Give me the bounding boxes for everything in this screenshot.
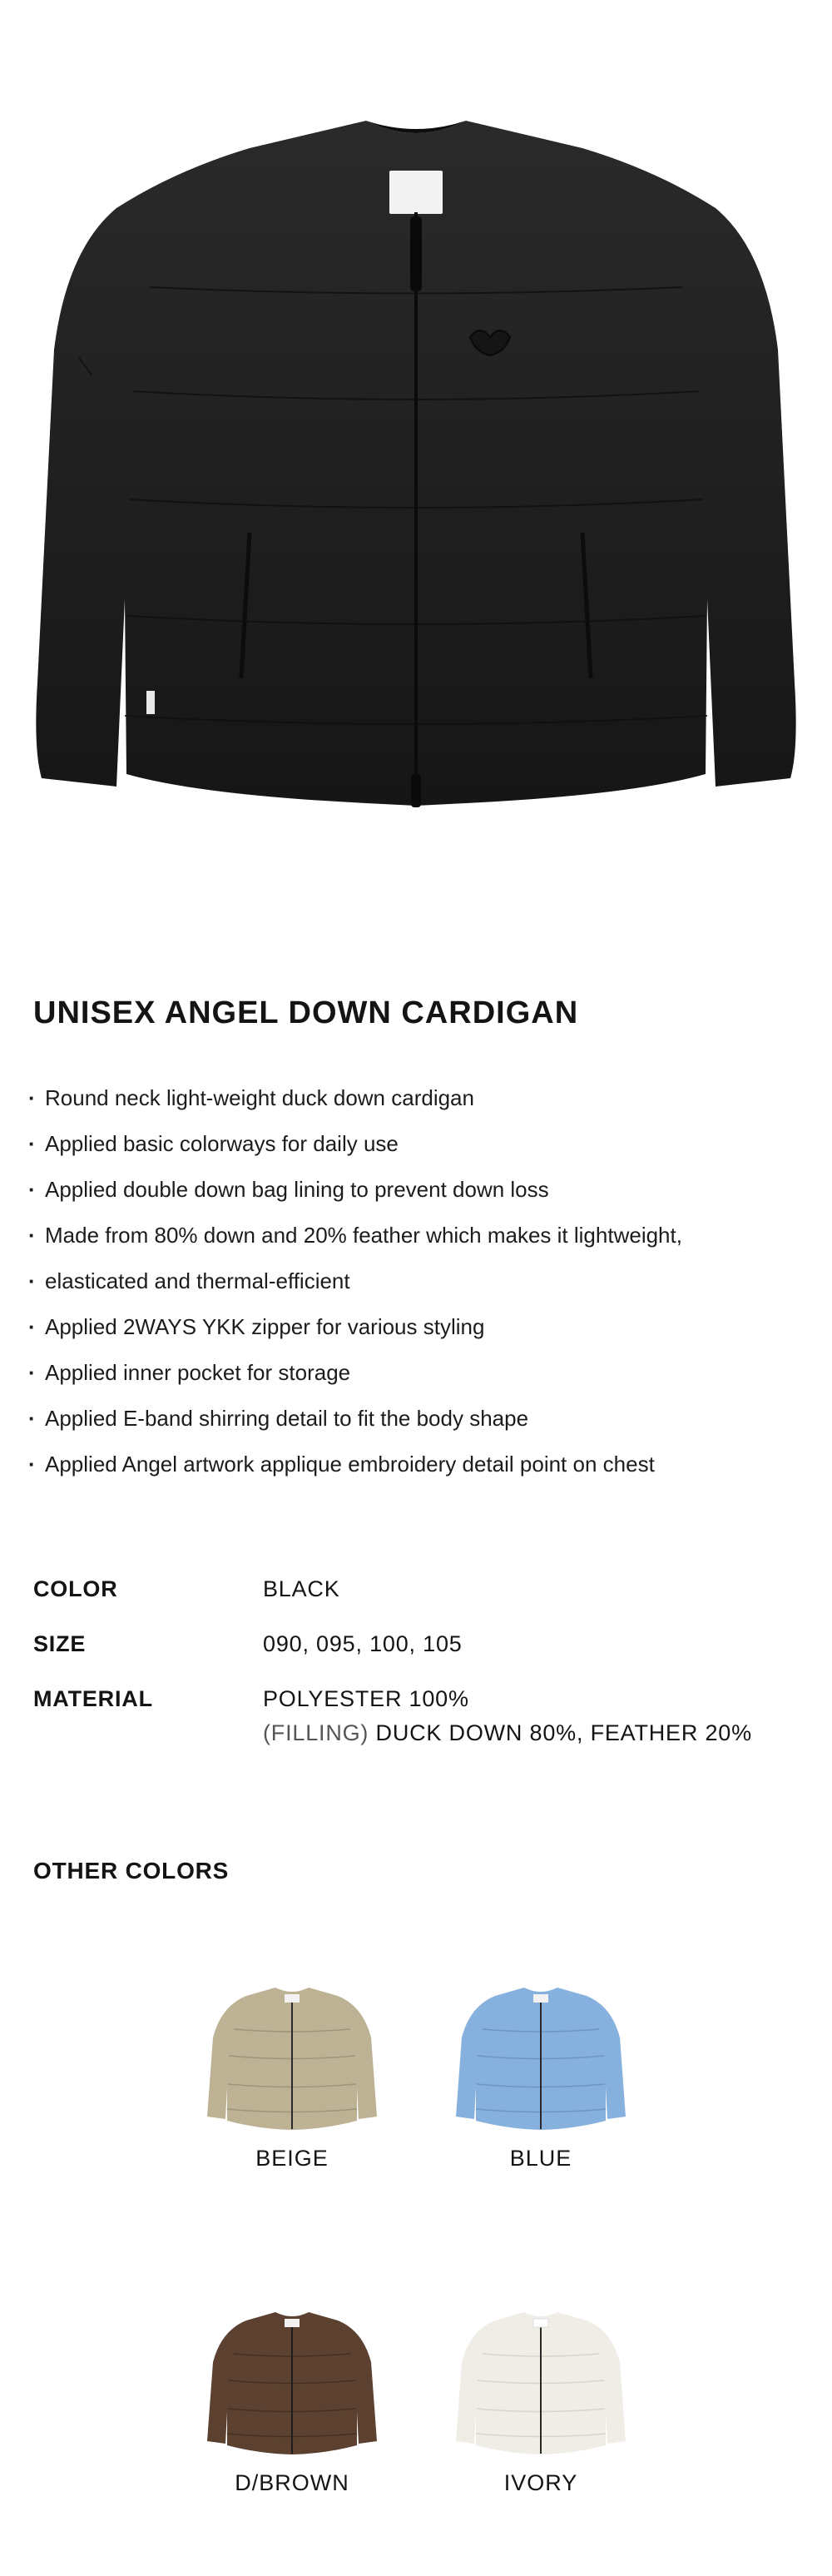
spec-value-size: 090, 095, 100, 105: [263, 1631, 463, 1656]
color-option-label: BEIGE: [255, 2146, 329, 2171]
product-title: UNISEX ANGEL DOWN CARDIGAN: [33, 995, 579, 1030]
color-option-blue[interactable]: [441, 1979, 641, 2171]
material-filling-value: DUCK DOWN 80%, FEATHER 20%: [375, 1720, 752, 1745]
spec-value-color: BLACK: [263, 1576, 340, 1601]
color-option-label: BLUE: [509, 2146, 572, 2171]
down-cardigan-icon: [0, 0, 832, 941]
color-option-label: D/BROWN: [235, 2470, 349, 2495]
spec-label-color: COLOR: [33, 1576, 118, 1601]
feature-item: · Applied inner pocket for storage: [28, 1350, 802, 1396]
color-option-label: IVORY: [503, 2470, 578, 2495]
spec-value-material: [263, 1686, 752, 1746]
color-option-beige[interactable]: [192, 1979, 392, 2171]
spec-label-material: MATERIAL: [33, 1686, 153, 1711]
color-option-d-brown[interactable]: [192, 2304, 392, 2496]
down-cardigan-icon: [201, 2304, 384, 2470]
material-filling-prefix: (FILLING): [263, 1720, 369, 1745]
feature-item: · Round neck light-weight duck down cardigan: [28, 1075, 802, 1121]
feature-item: · Applied Angel artwork applique embroidery detail point on chest: [28, 1442, 802, 1487]
product-hero-image: [0, 0, 832, 941]
feature-item: · Applied double down bag lining to prevent down loss: [28, 1167, 802, 1213]
feature-item-continued: · elasticated and thermal-efficient: [28, 1258, 802, 1304]
feature-list: [28, 1075, 802, 1487]
down-cardigan-icon: [449, 1979, 632, 2146]
other-colors-title: OTHER COLORS: [33, 1858, 230, 1884]
feature-item: · Applied basic colorways for daily use: [28, 1121, 802, 1167]
color-option-ivory[interactable]: [441, 2304, 641, 2496]
feature-item: · Applied 2WAYS YKK zipper for various styling: [28, 1304, 802, 1350]
material-main: POLYESTER 100%: [263, 1686, 469, 1711]
material-filling: [263, 1720, 752, 1746]
down-cardigan-icon: [201, 1979, 384, 2146]
down-cardigan-icon: [449, 2304, 632, 2470]
feature-item: · Applied E-band shirring detail to fit the body shape: [28, 1396, 802, 1442]
spec-label-size: SIZE: [33, 1631, 87, 1656]
feature-item: · Made from 80% down and 20% feather which makes it lightweight,: [28, 1213, 802, 1258]
